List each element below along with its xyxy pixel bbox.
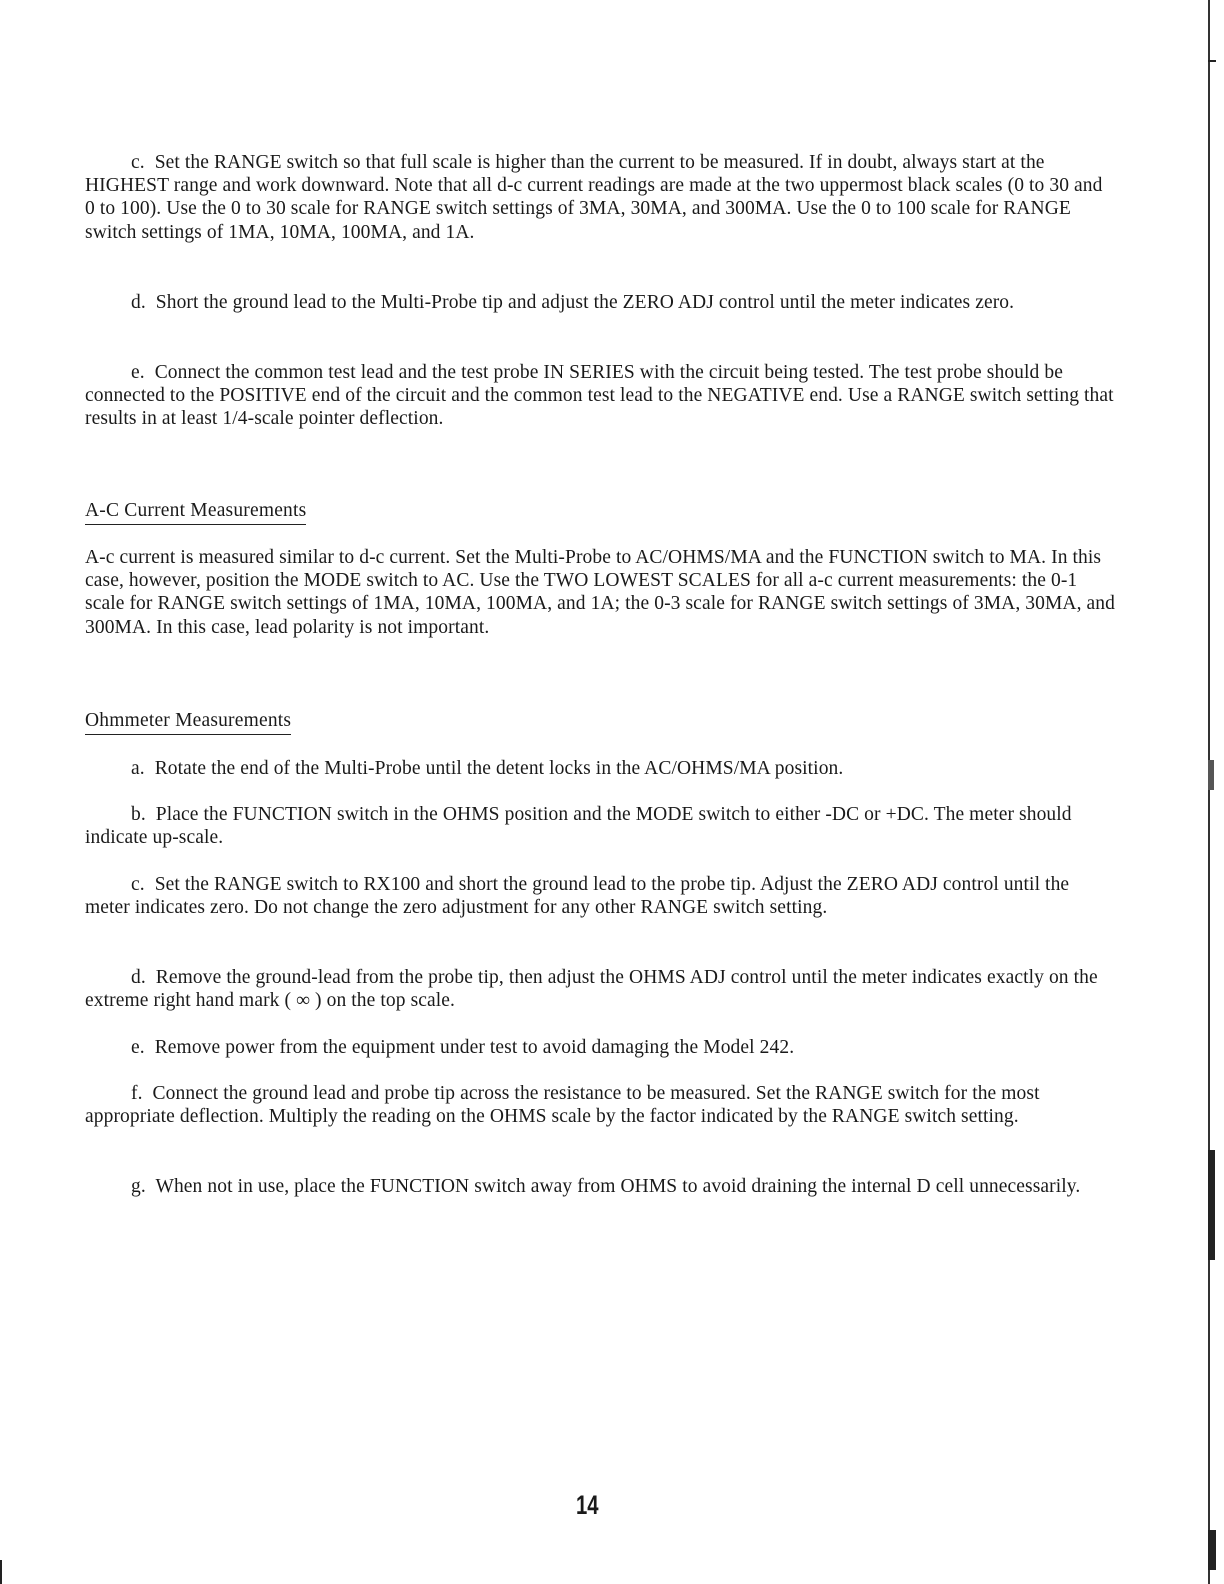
scan-edge-mark [1208,1150,1215,1260]
step-text: Remove power from the equipment under test to avoid damaging the Model 242. [154,1037,795,1058]
step-label: f. [131,1083,143,1104]
ohm-step-a [85,757,1115,780]
dc-step-c [85,151,1115,244]
step-label: d. [131,292,146,313]
scan-edge-line [1208,0,1210,1584]
step-text: Short the ground lead to the Multi-Probe tip and adjust the ZERO ADJ control until the meter indicates zero. [155,292,1015,313]
ohm-step-b [85,803,1115,849]
ohm-step-f [85,1082,1115,1128]
step-label: c. [131,152,145,173]
scan-edge-mark [1208,1530,1216,1570]
step-label: g. [131,1176,146,1197]
scan-edge-mark [0,1560,2,1584]
ac-section-text: A-c current is measured similar to d-c current. Set the Multi-Probe to AC/OHMS/MA and the FUNCTION switch to MA. In this case, however, position the MODE switch to AC. Use the TWO LOWEST SCALES for all a-c current measurements: the 0-1 scale for RANGE switch settings of 1MA, 10MA, 100MA, and 1A; the 0-3 scale for RANGE switch settings of 3MA, 30MA, and 300MA. In this case, lead polarity is not important. [85,547,1116,638]
step-text: Set the RANGE switch to RX100 and short the ground lead to the probe tip. Adjust the ZERO ADJ control until the meter indicates zero. Do not change the zero adjustment for any other RANGE switch setting. [85,874,1070,919]
step-text: Rotate the end of the Multi-Probe until the detent locks in the AC/OHMS/MA position. [154,758,844,779]
page-number: 14 [576,1490,599,1520]
step-text: Connect the common test lead and the test probe IN SERIES with the circuit being tested. The test probe should be connected to the POSITIVE end of the circuit and the common test lead to the NEGATIVE end. Use a RANGE switch setting that results in at least 1/4-scale pointer deflection. [85,362,1114,430]
step-label: e. [131,362,145,383]
ohm-step-d [85,966,1115,1012]
ac-section-heading: A-C Current Measurements [85,499,306,525]
ohm-step-g [85,1175,1115,1198]
step-text: Connect the ground lead and probe tip across the resistance to be measured. Set the RANGE switch for the most appropriate deflection. Multiply the reading on the OHMS scale by the factor indicated by the RANGE switch setting. [85,1083,1040,1128]
dc-step-e [85,361,1115,431]
ohm-section-heading: Ohmmeter Measurements [85,709,291,735]
step-label: d. [131,967,146,988]
step-text: Remove the ground-lead from the probe tip, then adjust the OHMS ADJ control until the meter indicates exactly on the extreme right hand mark ( ∞ ) on the top scale. [85,967,1098,1012]
dc-step-d [85,291,1115,314]
step-text: Set the RANGE switch so that full scale is higher than the current to be measured. If in doubt, always start at the HIGHEST range and work downward. Note that all d-c current readings are made at the two uppermost black scales (0 to 30 and 0 to 100). Use the 0 to 30 scale for RANGE switch settings of 3MA, 30MA, and 300MA. Use the 0 to 100 scale for RANGE switch settings of 1MA, 10MA, 100MA, and 1A. [85,152,1103,243]
step-text: Place the FUNCTION switch in the OHMS position and the MODE switch to either -DC or +DC. The meter should indicate up-scale. [85,804,1072,849]
ohm-step-e [85,1036,1115,1059]
step-label: c. [131,874,145,895]
step-label: a. [131,758,145,779]
scan-edge-mark [1208,60,1216,62]
step-label: e. [131,1037,145,1058]
step-text: When not in use, place the FUNCTION switch away from OHMS to avoid draining the internal D cell unnecessarily. [155,1176,1081,1197]
step-label: b. [131,804,146,825]
ohm-step-c [85,873,1115,919]
scan-edge-mark [1208,760,1214,790]
